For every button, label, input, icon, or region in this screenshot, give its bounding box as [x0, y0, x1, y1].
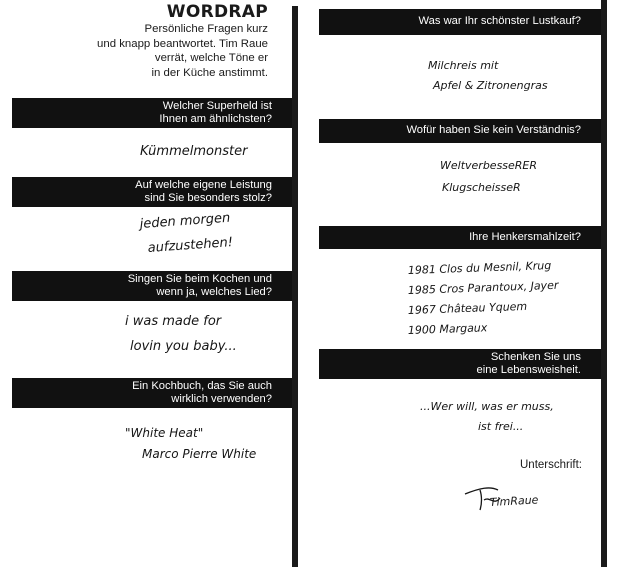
answer-line: 1985 Cros Parantoux, Jayer	[407, 278, 559, 297]
answer-cookbook	[120, 422, 290, 467]
signature	[460, 478, 580, 518]
answer-line: Apfel & Zitronengras	[433, 79, 548, 92]
question-bar-achievement: Auf welche eigene Leistung sind Sie besonders stolz?	[12, 177, 292, 207]
answer-last-meal	[408, 260, 598, 340]
question-bar-superhero: Welcher Superheld ist Ihnen am ähnlichsten?	[12, 98, 292, 128]
question-bar-purchase: Was war Ihr schönster Lustkauf?	[319, 9, 601, 35]
answer-line: Marco Pierre White	[142, 447, 257, 461]
signature-label: Unterschrift:	[520, 459, 582, 471]
answer-line: 1900 Margaux	[407, 321, 488, 337]
column-divider-right	[601, 0, 607, 567]
answer-line: WeltverbesseRER	[440, 159, 538, 172]
signature-text: TimRaue	[489, 493, 539, 509]
section-title: WORDRAP	[166, 2, 268, 22]
answer-superhero	[140, 135, 290, 165]
answer-line: "White Heat"	[125, 426, 204, 440]
question-bar-last-meal: Ihre Henkersmahlzeit?	[319, 226, 601, 249]
question-bar-cookbook: Ein Kochbuch, das Sie auch wirklich verwenden?	[12, 378, 292, 408]
answer-purchase	[428, 55, 598, 100]
answer-line: 1981 Clos du Mesnil, Krug	[407, 259, 552, 277]
answer-singing	[125, 310, 290, 360]
answer-understanding	[440, 155, 600, 200]
answer-line: lovin you baby...	[130, 339, 237, 354]
answer-line: Milchreis mit	[428, 59, 499, 72]
answer-line: jeden morgen	[139, 210, 231, 232]
question-bar-wisdom: Schenken Sie uns eine Lebensweisheit.	[319, 349, 601, 379]
answer-line: KlugscheisseR	[442, 181, 521, 194]
answer-line: i was made for	[125, 314, 222, 329]
intro-text: Persönliche Fragen kurz und knapp beantwortet. Tim Raue verrät, welche Töne er in der Küche anstimmt.	[97, 23, 268, 79]
answer-line: 1967 Château Yquem	[407, 299, 528, 317]
answer-line: Kümmelmonster	[140, 144, 248, 159]
column-divider-left	[292, 6, 298, 567]
answer-achievement	[140, 212, 290, 262]
question-bar-understanding: Wofür haben Sie kein Verständnis?	[319, 119, 601, 143]
question-bar-singing: Singen Sie beim Kochen und wenn ja, welches Lied?	[12, 271, 292, 301]
answer-line: ist frei...	[478, 420, 524, 433]
answer-wisdom	[420, 396, 600, 441]
answer-line: ...Wer will, was er muss,	[420, 400, 554, 413]
answer-line: aufzustehen!	[147, 235, 234, 256]
